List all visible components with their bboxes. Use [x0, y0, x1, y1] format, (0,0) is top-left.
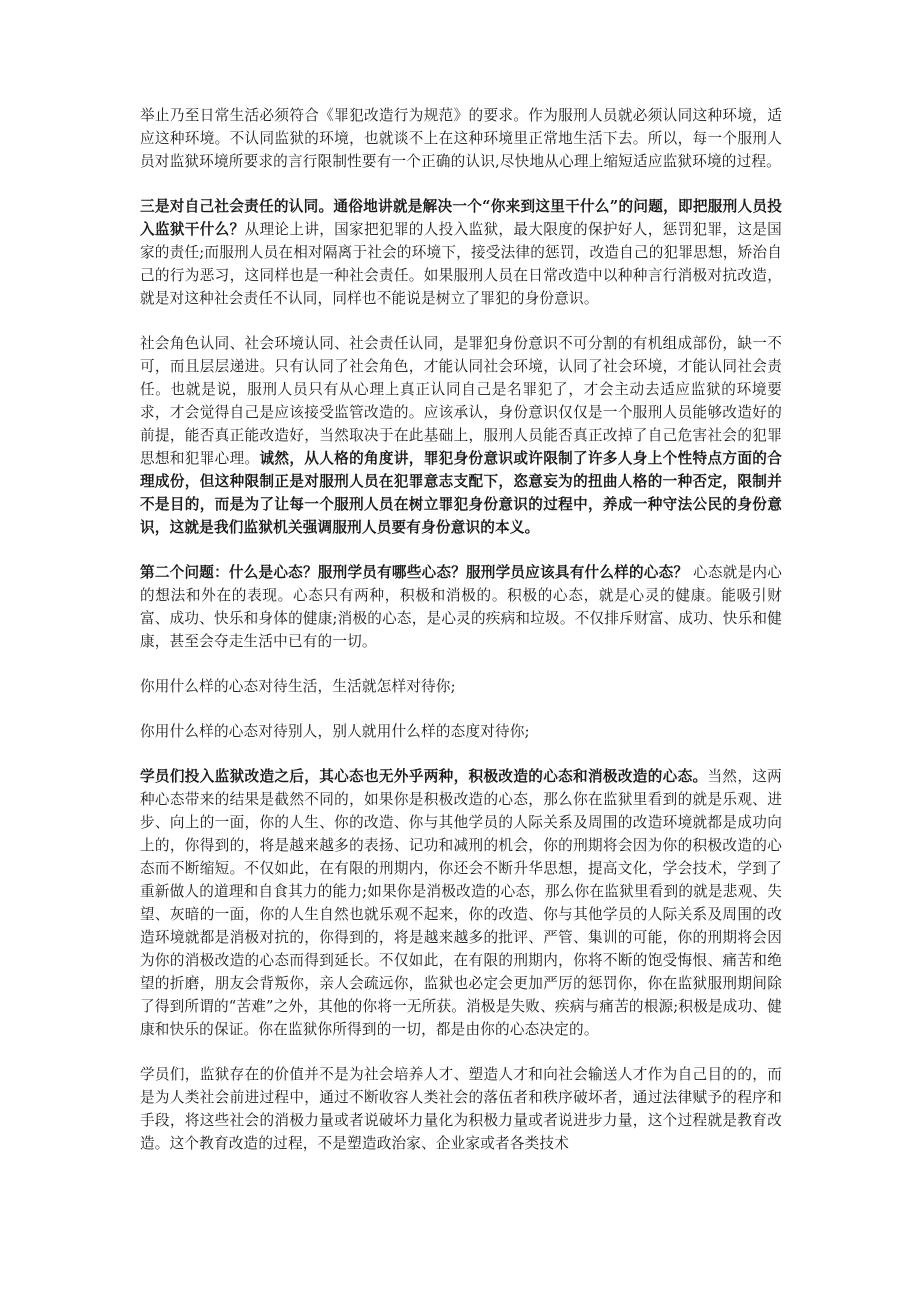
text-run: 学员们，监狱存在的价值并不是为社会培养人才、塑造人才和向社会输送人才作为自己目的的，而是为人类社会前进过程中，通过不断收容人类社会的落伍者和秩序破坏者，通过法律赋予的程序和手段，将这些社会的消极力量或者说破坏力量化为积极力量或者说进步力量，这个过程就是教育改造。这个教育改造的过程，不是塑造政治家、企业家或者各类技术: [140, 1066, 782, 1152]
text-run: 社会角色认同、社会环境认同、社会责任认同，是罪犯身份意识不可分割的有机组成部份，缺一不可，而且层层递进。只有认同了社会角色，才能认同社会环境，认同了社会环境，才能认同社会责任。也就是说，服刑人员只有从心理上真正认同自己是名罪犯了，才会主动去适应监狱的环境要求，才会觉得自己是应该接受监管改造的。应该承认，身份意识仅仅是一个服刑人员能够改造好的前提，能否真正能改造好，当然取决于在此基础上，服刑人员能否真正改掉了自己危害社会的犯罪思想和犯罪心理。: [140, 335, 782, 467]
text-run: 心态就是内心的想法和外在的表现。心态只有两种，积极和消极的。积极的心态，就是心灵的健康。能吸引财富、成功、快乐和身体的健康;消极的心态，是心灵的疾病和垃圾。不仅排斥财富、成功、快乐和健康，甚至会夺走生活中已有的一切。: [140, 564, 782, 650]
text-run: 举止乃至日常生活必须符合《罪犯改造行为规范》的要求。作为服刑人员就必须认同这种环境，适应这种环境。不认同监狱的环境，也就谈不上在这种环境里正常地生活下去。所以，每一个服刑人员对监狱环境所要求的言行限制性要有一个正确的认识,尽快地从心理上缩短适应监狱环境的过程。: [140, 107, 782, 170]
paragraph-3: [140, 332, 782, 539]
paragraph-5: [140, 675, 782, 698]
text-run: 你用什么样的心态对待别人，别人就用什么样的态度对待你;: [140, 723, 530, 740]
paragraph-8: [140, 1063, 782, 1155]
paragraph-1: [140, 104, 782, 173]
paragraph-2: [140, 195, 782, 310]
text-run: 当然，这两种心态带来的结果是截然不同的，如果你是积极改造的心态，那么你在监狱里看到的就是乐观、进步、向上的一面，你的人生、你的改造、你与其他学员的人际关系及周围的改造环境就都是成功向上的，你得到的，将是越来越多的表扬、记功和减刑的机会，你的刑期将会因为你的积极改造的心态而不断缩短。不仅如此，在有限的刑期内，你还会不断升华思想，提高文化，学会技术，学到了重新做人的道理和自食其力的能力;如果你是消极改造的心态，那么你在监狱里看到的就是悲观、失望、灰暗的一面，你的人生自然也就乐观不起来，你的改造、你与其他学员的人际关系及周围的改造环境就都是消极对抗的，你得到的，将是越来越多的批评、严管、集训的可能，你的刑期将会因为你的消极改造的心态而得到延长。不仅如此，在有限的刑期内，你将不断的饱受悔恨、痛苦和绝望的折磨，朋友会背叛你，亲人会疏远你，监狱也必定会更加严厉的惩罚你，你在监狱服刑期间除了得到所谓的“苦难”之外，其他的你将一无所获。消极是失败、疾病与痛苦的根源;积极是成功、健康和快乐的保证。你在监狱你所得到的一切，都是由你的心态决定的。: [140, 768, 782, 1038]
document-page: [140, 104, 782, 1177]
bold-text-run: 三是对自己社会责任的认同。通俗地讲就是解决一个“你来到这里干什么”的问题，即把服刑人员投入监狱干什么？: [140, 198, 782, 238]
paragraph-7: [140, 765, 782, 1041]
bold-text-run: 第二个问题：什么是心态？服刑学员有哪些心态？服刑学员应该具有什么样的心态？: [140, 564, 689, 581]
text-run: 从理论上讲，国家把犯罪的人投入监狱，最大限度的保护好人，惩罚犯罪，这是国家的责任;而服刑人员在相对隔离于社会的环境下，接受法律的惩罚，改造自己的犯罪思想，矫治自己的行为恶习，这同样也是一种社会责任。如果服刑人员在日常改造中以种种言行消极对抗改造，就是对这种社会责任不认同，同样也不能说是树立了罪犯的身份意识。: [140, 221, 782, 307]
bold-text-run: 学员们投入监狱改造之后，其心态也无外乎两种，积极改造的心态和消极改造的心态。: [140, 768, 708, 785]
paragraph-6: [140, 720, 782, 743]
paragraph-4: [140, 561, 782, 653]
bold-text-run: 诚然，从人格的角度讲，罪犯身份意识或许限制了许多人身上个性特点方面的合理成份，但这种限制正是对服刑人员在犯罪意志支配下，恣意妄为的扭曲人格的一种否定，限制并不是目的，而是为了让每一个服刑人员在树立罪犯身份意识的过程中，养成一种守法公民的身份意识，这就是我们监狱机关强调服刑人员要有身份意识的本义。: [140, 450, 782, 536]
text-run: 你用什么样的心态对待生活，生活就怎样对待你;: [140, 678, 456, 695]
